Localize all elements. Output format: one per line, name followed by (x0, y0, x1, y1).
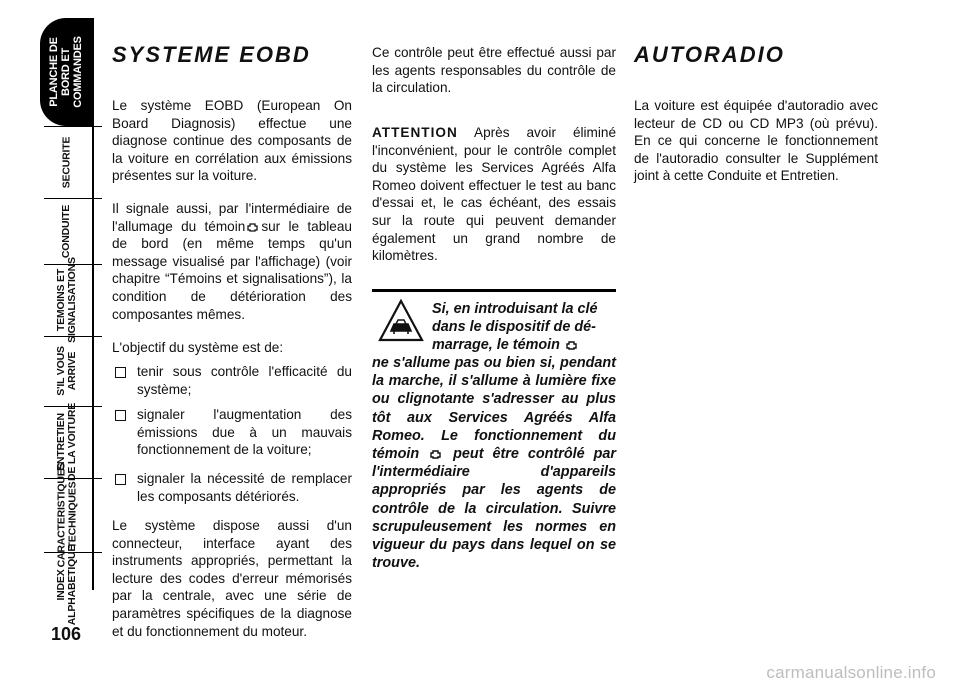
page-number: 106 (50, 624, 82, 644)
warning-lead-line-1: Si, en introduisant la clé (432, 301, 598, 317)
middle-paragraph-1: Ce contrôle peut être effectué aussi par les agents responsables du contrôle de la circulation. (372, 45, 616, 96)
list-item (112, 406, 352, 459)
tab-label: S'IL VOUS ARRIVE (55, 346, 78, 396)
tab-securite[interactable] (42, 126, 92, 198)
tab-planche-de-bord[interactable] (40, 18, 92, 126)
checkbox-square-icon (115, 367, 126, 378)
tab-sil-vous-arrive[interactable] (42, 336, 92, 406)
car-warning-icon (378, 298, 424, 344)
tab-index[interactable] (42, 544, 92, 626)
tab-label: SECURITE (60, 136, 73, 188)
warning-rule (372, 289, 616, 292)
eobd-paragraph-2 (112, 200, 352, 323)
autoradio-paragraph: La voiture est équipée d'autoradio avec lecteur de CD ou CD MP3 (où prévu). En ce qui concerne le fonctionnement de l'autoradio consulter le Supplément joint à cette Conduite et Entretien. (634, 98, 878, 184)
list-item-text: signaler l'augmentation des émissions due à un mauvais fonctionnement de la voiture; (137, 407, 352, 458)
eobd-p2-start: Il signale aussi, par l'intermédiaire de l'allumage du témoin (112, 201, 352, 234)
attention-paragraph (372, 124, 616, 265)
checkbox-square-icon (115, 410, 126, 421)
warning-body (372, 354, 616, 572)
tab-caracteristiques[interactable] (42, 462, 92, 568)
list-item (112, 470, 352, 505)
section-title-autoradio: AUTORADIO (634, 42, 785, 67)
eobd-paragraph-4: Le système dispose aussi d'un connecteur, interface ayant des instruments appropriés, permettant la lecture des codes d'erreur mémorisés par la centrale, avec une série de paramètres spécifiques de la diagnose et du fonctionnement du moteur. (112, 518, 352, 639)
checkbox-square-icon (115, 474, 126, 485)
list-item-text: signaler la nécessité de remplacer les composants détériorés. (137, 471, 352, 504)
eobd-paragraph-3: L'objectif du système est de: (112, 340, 284, 355)
chapter-sidebar (0, 0, 104, 692)
list-item (112, 363, 352, 398)
sidebar-rule (92, 18, 94, 590)
warning-lead-text: marrage, le témoin (432, 337, 560, 353)
footer-watermark: carmanualsonline.info (766, 663, 936, 682)
tab-label: PLANCHE DE BORD ET COMMANDES (48, 36, 85, 108)
list-item-text: tenir sous contrôle l'efficacité du système; (137, 364, 352, 397)
tab-label: CARACTERISTIQUES TECHNIQUES (55, 462, 79, 568)
eobd-paragraph-1: Le système EOBD (European On Board Diagnosis) effectue une diagnose continue des composants de la voiture en corrélation aux émissions présentes sur la voiture. (112, 98, 352, 184)
warning-lead-line-2: dans le dispositif de dé- (432, 319, 596, 335)
warning-body-start: ne s'allume pas ou bien si, pendant la marche, il s'allume à lumière fixe ou clignotante s'adresser au plus tôt aux Services Agréés Alfa Romeo. Le fonctionnement du témoin (372, 355, 616, 463)
warning-lead-line-3 (432, 336, 616, 354)
tab-label: ENTRETIEN DE LA VOITURE (55, 402, 79, 482)
tab-label: INDEX ALPHABETIQUE (55, 544, 78, 626)
tab-label: CONDUITE (60, 204, 73, 258)
attention-label: ATTENTION (372, 125, 458, 140)
tab-temoins[interactable] (42, 257, 92, 343)
tab-conduite[interactable] (42, 198, 92, 264)
engine-check-icon (430, 449, 442, 459)
warning-body-end: peut être contrôlé par l'intermédiaire d'appareils appropriés par les agents de contrôle de la circulation. Suivre scrupuleusement les normes en vigueur du pays dans lequel on se trouve. (372, 446, 617, 572)
attention-text: Après avoir éliminé l'inconvénient, pour le contrôle complet du système les Services Agréés Alfa Romeo doivent effectuer le test au banc d'essai et, le cas échéant, des essais sur la route qui peuvent demander également un grand nombre de kilomètres. (372, 125, 617, 264)
engine-check-icon (247, 222, 259, 232)
eobd-p2-end: sur le tableau de bord (en même temps qu'un message visualisé par l'affichage) (voir chapitre “Témoins et signalisations”), la condition de détérioration des composantes mêmes. (112, 218, 352, 322)
engine-check-icon (566, 340, 578, 350)
tab-label: TEMOINS ET SIGNALISATIONS (55, 257, 78, 343)
section-title-eobd: SYSTEME EOBD (112, 42, 311, 67)
